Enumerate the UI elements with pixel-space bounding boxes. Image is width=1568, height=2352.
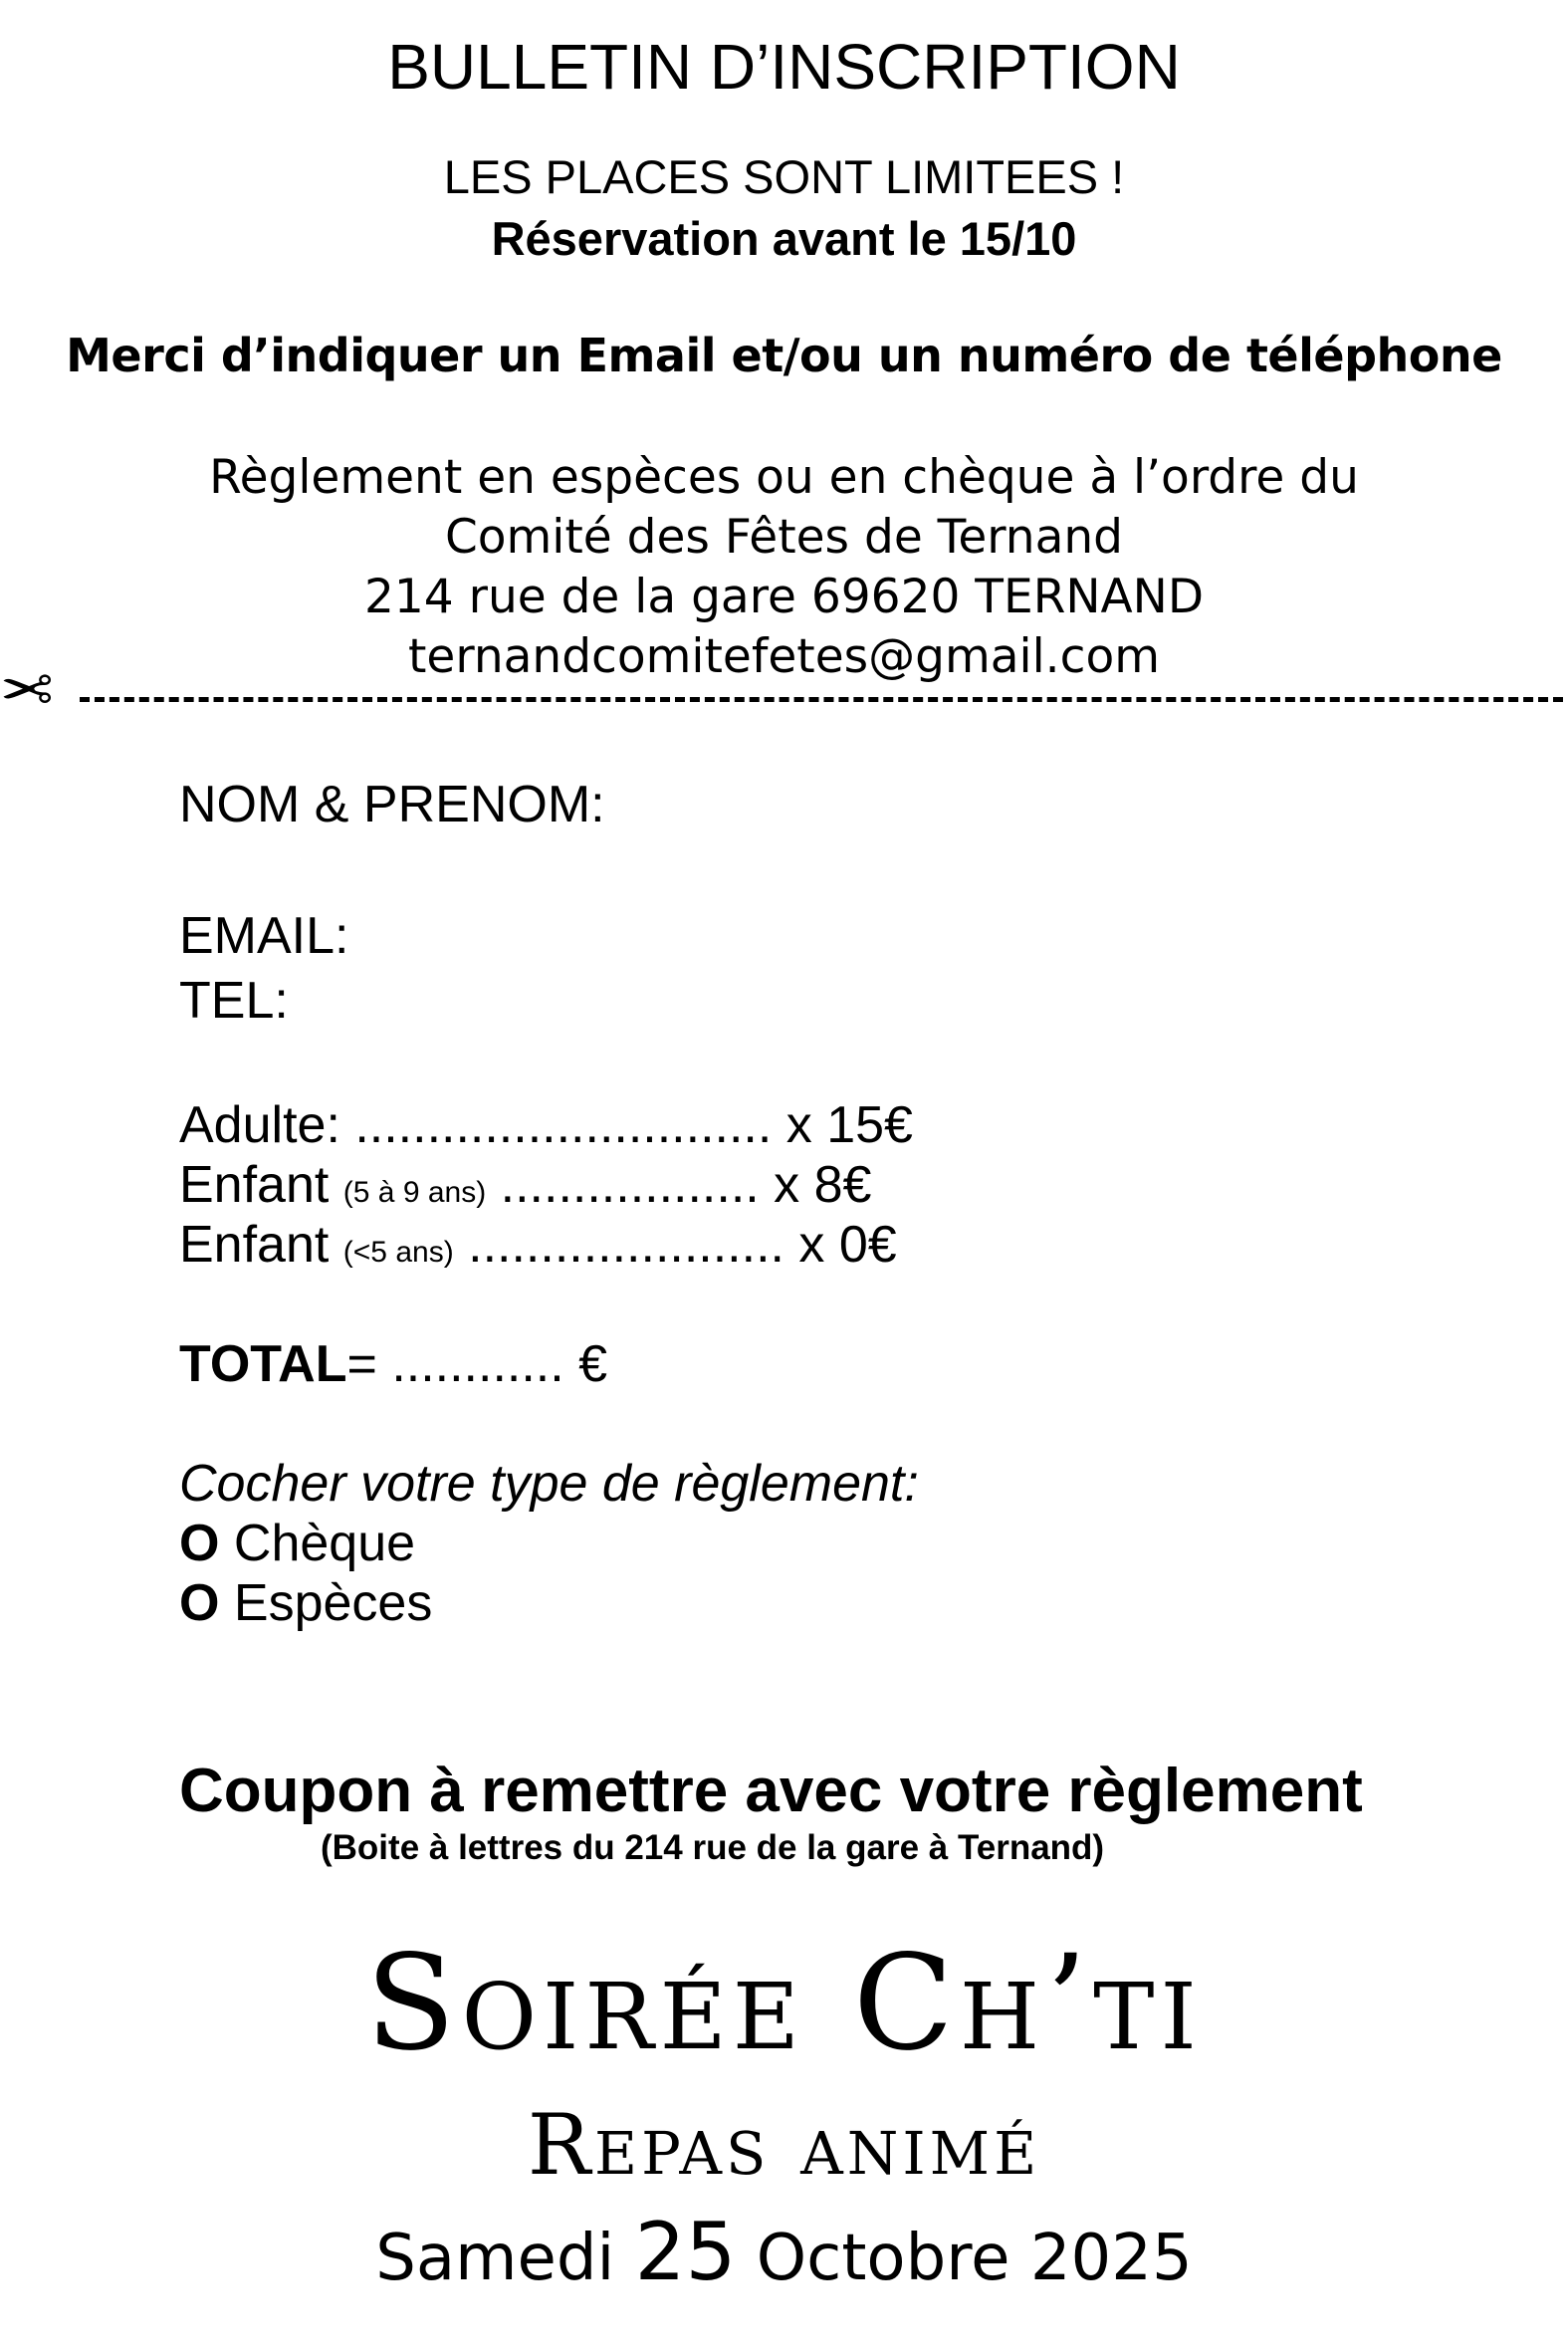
scissors-icon: ✂ <box>0 654 54 728</box>
name-field-label: NOM & PRENOM: <box>179 776 605 833</box>
total-label: TOTAL <box>179 1335 347 1393</box>
organizer-email: ternandcomitefetes@gmail.com <box>408 629 1160 684</box>
payment-instructions-line: Règlement en espèces ou en chèque à l’ordre du <box>209 450 1359 505</box>
cash-label: Espèces <box>219 1574 433 1632</box>
child-label: Enfant <box>179 1156 330 1214</box>
child-age-range: (<5 ans) <box>342 1236 454 1269</box>
organizer-name: Comité des Fêtes de Ternand <box>444 510 1124 565</box>
child-age-range: (5 à 9 ans) <box>342 1176 487 1209</box>
event-title: Soirée Ch’ti <box>365 1927 1203 2080</box>
coupon-instruction: Coupon à remettre avec votre règlement <box>179 1757 1363 1825</box>
total-value: = ............ € <box>346 1335 608 1393</box>
event-day-number: 25 <box>634 2206 737 2298</box>
email-field-label: EMAIL: <box>179 907 349 965</box>
coupon-dropoff-note: (Boite à lettres du 214 rue de la gare à Ternand) <box>321 1828 1105 1867</box>
cash-option <box>179 1573 432 1633</box>
child-under-5-ticket-line <box>179 1215 897 1275</box>
checkbox-circle: O <box>179 1515 220 1572</box>
child-price: .................. x 8€ <box>486 1156 872 1214</box>
event-weekday: Samedi <box>375 2222 635 2295</box>
cheque-label: Chèque <box>219 1515 416 1572</box>
event-subtitle: Repas animé <box>527 2096 1041 2194</box>
total-line <box>179 1334 607 1394</box>
child-5-9-ticket-line <box>179 1155 871 1215</box>
phone-field-label: TEL: <box>179 972 289 1030</box>
cut-line <box>80 697 1563 702</box>
event-month-year: Octobre 2025 <box>736 2222 1193 2295</box>
organizer-address: 214 rue de la gare 69620 TERNAND <box>363 570 1205 624</box>
cheque-option <box>179 1514 415 1573</box>
reservation-deadline: Réservation avant le 15/10 <box>491 212 1077 265</box>
adult-ticket-line: Adulte: ............................. x 15€ <box>179 1096 913 1154</box>
contact-request: Merci d’indiquer un Email et/ou un numéro de téléphone <box>66 329 1502 382</box>
checkbox-circle: O <box>179 1574 220 1632</box>
places-notice: LES PLACES SONT LIMITEES ! <box>443 150 1125 203</box>
event-date <box>0 2206 1568 2298</box>
payment-type-prompt: Cocher votre type de règlement: <box>179 1455 919 1513</box>
child-price: ...................... x 0€ <box>453 1216 897 1274</box>
form-title: BULLETIN D’INSCRIPTION <box>387 31 1181 103</box>
child-label: Enfant <box>179 1216 330 1274</box>
